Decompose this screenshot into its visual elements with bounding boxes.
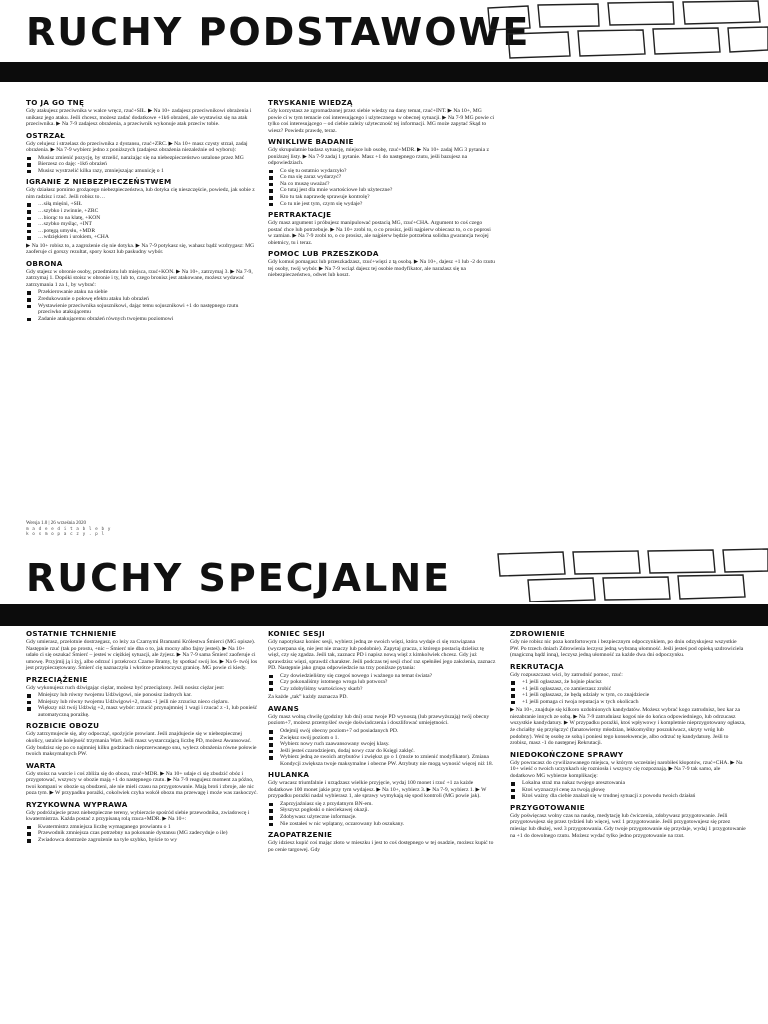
move-section — [26, 676, 258, 719]
move-heading: TO JA GO TNĘ — [26, 98, 85, 107]
move-text: Gdy komuś pomagasz lub przeszkadzasz, rzuć+więzi z tą osobą. ▶ Na 10+, dajesz +1 lub -2 do rzutu tej osoby, twój wybór. ▶ Na 7-9 wciąż dajesz tej osobie modyfikator, ale narażasz się na niebezpieczeństwo, odwet lub koszt. — [268, 259, 495, 279]
page1-right-column — [268, 97, 496, 283]
list-item: Na co muszę uważać? — [268, 181, 496, 188]
move-section — [510, 804, 746, 839]
move-section — [26, 722, 258, 757]
move-heading: NIEDOKOŃCZONE SPRAWY — [510, 749, 624, 759]
page1-footer-meta — [26, 521, 111, 538]
move-text: Gdy powracasz do cywilizowanego miejsca, w którym wcześniej narobiłeś kłopotów, rzuć+CHA. ▶ Na 10+ wieść o twoich uczynkach się rozniosła i wszyscy cię rozpoznają. ▶ Na 7-9 tak samo, ale dodatkowo MG wybierze komplikację: — [510, 759, 743, 779]
move-section — [268, 771, 496, 827]
move-section — [26, 801, 258, 844]
move-section — [26, 99, 258, 128]
move-heading: PRZECIĄŻENIE — [26, 674, 88, 684]
page2-title: RUCHY SPECJALNE — [26, 556, 452, 600]
move-options-list — [268, 801, 496, 827]
move-section — [510, 630, 746, 659]
list-item: Czy dowiedzieliśmy się czegoś nowego i ważnego na temat świata? — [268, 673, 496, 680]
list-item: …siłą mięśni, +SIŁ — [26, 201, 258, 208]
move-section — [26, 132, 258, 175]
move-heading: OSTATNIE TCHNIENIE — [26, 629, 117, 638]
move-heading: WARTA — [26, 760, 56, 770]
move-section — [268, 630, 496, 701]
brick-wall-illustration-2 — [468, 548, 768, 602]
version-label: Wersja 1.0 | 26 września 2020 — [26, 521, 87, 526]
move-text: Gdy masz wolną chwilę (godziny lub dni) oraz twoje PD wynoszą (lub przewyższają) twój obecny poziom+7, możesz przemyśleć swoje doświadczenia i doszlifować umiejętności. — [268, 713, 490, 727]
list-item: Zwiadowca dostrzeże zagrożenie na tyle szybko, byście to wy — [26, 837, 258, 844]
list-item: Jeśli jesteś czarodziejem, dodaj nowy czar do Księgi zaklęć. — [268, 748, 496, 755]
page1-header-bar — [0, 62, 768, 82]
list-item: Wystawienie przeciwnika sojusznikowi, dając temu sojusznikowi +1 do następnego rzutu przeciwko atakującemu — [26, 303, 258, 316]
credit-line-2: k o s m o p a c z y . p l — [26, 532, 105, 538]
list-item: Musisz wystrzelić kilka razy, zmniejszając amunicję o 1 — [26, 168, 258, 175]
list-item: …szybko i zwinnie, +ZRC — [26, 208, 258, 215]
move-text: Gdy korzystasz ze zgromadzonej przez siebie wiedzy na dany temat, rzuć+INT. ▶ Na 10+, MG powie ci w tym temacie coś interesującego i użytecznego w obecnej sytuacji. ▶ Na 7-9 MG powie ci tylko coś interesującego – od ciebie zależy użyteczność tej informacji. MG może zapytać Skąd to wiesz? Powiedz prawdę, teraz. — [268, 108, 495, 134]
list-item: Kto tu tak naprawdę sprawuje kontrolę? — [268, 194, 496, 201]
move-heading: TRYSKANIE WIEDZĄ — [268, 98, 353, 107]
list-item: Czy zdobyliśmy wartościowy skarb? — [268, 686, 496, 693]
page1-header — [0, 0, 768, 80]
move-heading: RYZYKOWNA WYPRAWA — [26, 799, 128, 809]
move-section — [26, 260, 258, 322]
move-heading: ROZBICIE OBOZU — [26, 721, 100, 731]
list-item: …potęgą umysłu, +MDR — [26, 228, 258, 235]
move-heading: PERTRAKTACJE — [268, 210, 332, 220]
page2-column-1 — [26, 628, 258, 848]
list-item: Przekierowanie ataku na siebie — [26, 289, 258, 296]
move-heading: WNIKLIWE BADANIE — [268, 137, 354, 147]
move-options-list — [510, 780, 746, 800]
list-item: Zaprzyjaźniasz się z przydatnym BN-em. — [268, 801, 496, 808]
page1-title: RUCHY PODSTAWOWE — [26, 10, 531, 54]
move-options-list — [26, 201, 258, 240]
list-item: Co tutaj jest dla mnie wartościowe lub użyteczne? — [268, 187, 496, 194]
list-item: Zadanie atakującemu obrażeń równych twojemu poziomowi — [26, 316, 258, 323]
move-section — [268, 831, 496, 853]
brick-wall-illustration — [468, 0, 768, 62]
list-item: Ktoś ważny dla ciebie znalazł się w trudnej sytuacji z powodu twoich działań — [510, 793, 746, 800]
move-heading: PRZYGOTOWANIE — [510, 802, 585, 812]
move-heading: OSTRZAŁ — [26, 130, 66, 140]
move-result-text: ▶ Na 10+, znajduje się kilkoro uzdolnionych kandydatów. Możesz wybrać kogo zatrudnisz, bez kar za niezabranie innych ze sobą. ▶ Na 7-9 zatrudniasz kogoś nie do końca odpowiedniego, lub odrzucasz wszystkie kandydatury. ▶ W przypadku porażki, ktoś wpływowy i kompletnie nieprzygotowany ogłasza, że chciałby się przyłączyć (fanatowierny młodzian, lekkomyślny poszukiwacz, skryty wróg lub podobny). Weź tę osobę ze sobą i poniesi tego konsekwencje, albo odrzuć tę kandydaturę. Jeśli to zrobisz, masz -1 do następnej Rekrutacji. — [510, 707, 746, 747]
move-text: Gdy skrupulatnie badasz sytuację, miejsce lub osobę, rzuć+MDR. ▶ Na 10+ zadaj MG 3 pytania z poniższej listy. ▶ Na 7-9 zadaj 1 pytanie. Masz +1 do następnego rzutu, jeśli bazujesz na odpowiedziach. — [268, 147, 489, 167]
list-item: +1 jeśli ogłaszasz, że hojnie płacisz — [510, 679, 746, 686]
move-text: Gdy wracasz triumfalnie i urządzasz wielkie przyjęcie, wydaj 100 monet i rzuć +1 za każde dodatkowe 100 monet jakie przy tym wydajesz. ▶ Na 10+, wybierz 3. ▶ Na 7-9, wybierz 1. ▶ W przypadku porażki nadal wybierasz 1, ale sprawy wymykają się spod kontroli (MG powie jak). — [268, 780, 487, 800]
list-item: Odejmij swój obecny poziom+7 od posiadanych PD. — [268, 728, 496, 735]
list-item: Słyszysz pogłoski o nieciekawej okazji. — [268, 807, 496, 814]
move-section — [268, 138, 496, 207]
move-options-list — [510, 679, 746, 705]
list-item: Wybierz nowy ruch zaawansowany swojej klasy. — [268, 741, 496, 748]
page2-header — [0, 548, 768, 628]
move-options-list — [26, 692, 258, 718]
move-options-list — [268, 673, 496, 693]
move-text: Gdy umierasz, przelotnie dostrzegasz, co leży za Czarnymi Bramami Królestwa Śmierci (MG opisze). Następnie rzuć (tak po prostu, +nic – Śmierć nie dba o to, jak mocny albo fajny jesteś). ▶ Na 10+ udało ci się oszukać Śmierć – jesteś w ciężkiej sytuacji, ale żyjesz. ▶ Na 7-9 sama Śmierć zaoferuje ci umowę. Przyjmij ją i żyj, albo odrzuć i przekrocz Czarne Bramy, by spotkać swój los. ▶ Na 6- twój los jest przypieczętowany. Śmierć cię naznaczyła i wkrótce przekroczysz granicę. MG powie ci kiedy. — [26, 639, 258, 672]
move-heading: KONIEC SESJI — [268, 629, 325, 638]
move-heading: ZAOPATRZENIE — [268, 830, 333, 840]
move-heading: POMOC LUB PRZESZKODA — [268, 249, 379, 259]
page2-column-3 — [510, 628, 746, 843]
list-item: Musisz zmienić pozycję, by strzelić, narażając się na niebezpieczeństwo ustalone przez MG — [26, 155, 258, 162]
move-heading: AWANS — [268, 703, 300, 713]
move-heading: ZDROWIENIE — [510, 629, 565, 638]
move-section — [268, 99, 496, 134]
move-text: Gdy stajesz w obronie osoby, przedmiotu lub miejsca, rzuć+KON. ▶ Na 10+, zatrzymaj 3. ▶ Na 7-9, zatrzymaj 1. Dopóki stoisz w obronie i ty, lub to, czego bronisz jest atakowane, możesz wydawać zatrzymania 1 za 1, by wybrać: — [26, 268, 253, 288]
move-options-list — [26, 155, 258, 175]
list-item: Wybierz jedną ze swoich atrybutów i zwiększ go o 1 (może to zmienić modyfikator). Zmiana Kondycji zwiększa twoje maksymalne i obecne PW. Atrybuty nie mogą wynosić więcej niż 18. — [268, 754, 496, 767]
list-item: Zwiększ swój poziom o 1. — [268, 735, 496, 742]
move-text: Gdy działasz pomimo grożącego niebezpieczeństwa, lub dotyka cię nieszczęście, powiedz, jak sobie z nim radzisz i rzuć. Jeśli robisz to… — [26, 187, 255, 200]
move-options-list — [268, 168, 496, 207]
move-text: Gdy zatrzymujecie się, aby odpocząć, spożyjcie prowiant. Jeśli znajdujecie się w niebezpiecznej okolicy, ustalcie kolejność trzymania Wart. Jeśli masz wystarczającą liczbę PD, możesz Awansować. Gdy budzisz się po co najmniej kilku godzinach nieprzerwanego snu, wylecz obrażenia równe połowie twoich maksymalnych PW. — [26, 731, 257, 758]
page2-column-2 — [268, 628, 496, 857]
list-item: Mniejszy lub równy twojemu Udźwigowi+2, masz -1 jeśli nie zrzucisz nieco ciężaru. — [26, 699, 258, 706]
list-item: …wdziękiem i urokiem, +CHA — [26, 234, 258, 241]
list-item: +1 jeśli pomaga ci twoja reputacja w tych okolicach — [510, 699, 746, 706]
move-section — [26, 630, 258, 672]
page2-header-bar — [0, 604, 768, 626]
list-item: Zdobywasz użyteczne informacje. — [268, 814, 496, 821]
move-text: Gdy atakujesz przeciwnika w walce wręcz, rzuć+SIŁ. ▶ Na 10+ zadajesz przeciwnikowi obrażenia i unikasz jego ataku. Jeśli chcesz, możesz zadać dodatkowe +1k6 obrażeń, ale wystawisz się na atak przeciwnika. ▶ Na 7-9 zadajesz obrażenia, a przeciwnik wykonuje atak przeciw tobie. — [26, 108, 252, 128]
move-section — [26, 762, 258, 797]
page1-left-column — [26, 97, 258, 326]
move-text: Gdy nie robisz nic poza komfortowym i bezpiecznym odpoczynkiem, po dniu odzyskujesz wszystkie PW. Po trzech dniach Zdrowienia leczysz jedną wybraną ułomność. Jeśli jesteś pod opieką uzdrowiciela (magiczną bądź inną), leczysz jedną ułomność za każde dwa dni odpoczynku. — [510, 639, 744, 659]
move-heading: HULANKA — [268, 770, 310, 780]
move-result-text: ▶ Na 10+ robisz to, a zagrożenie cię nie dotyka. ▶ Na 7-9 potykasz się, wahasz bądź wzdrygasz: MG zaoferuje ci gorszy rezultat, spory koszt lub paskudny wybór. — [26, 242, 255, 256]
move-section — [268, 211, 496, 246]
move-heading: REKRUTACJA — [510, 661, 564, 671]
list-item: Kwatermistrz zmniejsza liczbę wymaganego prowiantu o 1 — [26, 824, 258, 831]
list-item: Co się tu ostatnio wydarzyło? — [268, 168, 496, 175]
move-heading: OBRONA — [26, 258, 63, 268]
move-options-list — [268, 728, 496, 767]
list-item: +1 jeśli ogłaszasz, że będą udziały w tym, co znajdziecie — [510, 692, 746, 699]
move-heading: IGRANIE Z NIEBEZPIECZEŃSTWEM — [26, 177, 172, 187]
move-text: Gdy masz argument i próbujesz manipulować postacią MG, rzuć+CHA. Argument to coś czego postać chce lub potrzebuje. ▶ Na 10+ zrobi to, o co prosisz, jeśli najpierw obiecasz to, o co poprosi w zamian. ▶ Na 7-9 zrobi to, o co prosisz, ale najpierw będzie potrzebna solidna gwarancja twojej obietnicy, tu i teraz. — [268, 220, 491, 246]
move-text: Gdy rozpuszczasz wici, by zatrudnić pomoc, rzuć: — [510, 671, 623, 678]
list-item: Większy niż twój Udźwig +2, masz wybór: zrzucić przynajmniej 1 wagi i rzucać z -1, lub ponieść automatyczną porażkę. — [26, 705, 258, 718]
list-item: +1 jeśli ogłaszasz, co zamierzasz zrobić — [510, 686, 746, 693]
move-section — [268, 705, 496, 767]
move-section — [268, 250, 496, 279]
list-item: Zredukowanie o połowę efektu ataku lub obrażeń — [26, 296, 258, 303]
list-item: Czy pokonaliśmy istotnego wroga lub potwora? — [268, 679, 496, 686]
move-result-text: Za każde „tak” każdy zaznacza PD. — [268, 694, 348, 701]
list-item: Lokalna straż ma nakaz twojego aresztowania — [510, 780, 746, 787]
move-text: Gdy stoisz na warcie i coś zbliża się do obozu, rzuć+MDR. ▶ Na 10+ udaje ci się zbudzić obóz i przygotować, wszyscy w obozie mają +1 do następnego rzutu. ▶ Na 7-9 reagujesz moment za późno, twoi kompani w obozie są obudzeni, ale nie mieli czasu na przygotowanie. Mają broń i zbroje, ale nic poza tym. ▶ W przypadku porażki, cokolwiek czyha wokół obozu ma przewagę i może was zaskoczyć. — [26, 770, 258, 797]
credit-line-1: m a d e e d i t a b l e b y — [26, 526, 111, 532]
list-item: Bierzesz co daję: -1k6 obrażeń — [26, 161, 258, 168]
move-text: Gdy podróżujecie przez niebezpieczne tereny, wybierzcie spośród siebie przewodnika, zwiadowcę i kwatermistrza. Każda postać z przypisaną rolą rzuca+MDR. ▶ Na 10+: — [26, 809, 250, 823]
move-text: Gdy celujesz i strzelasz do przeciwnika z dystansu, rzuć+ZRC. ▶ Na 10+ masz czysty strzał, zadaj obrażenia. ▶ Na 7-9 wybierz jedno z poniższych (zadajesz obrażenia niezależnie od wyboru): — [26, 140, 248, 154]
list-item: Mniejszy lub równy twojemu Udźwigowi, nie ponosisz żadnych kar. — [26, 692, 258, 699]
list-item: Nie zostałeś w nic wplątany, oczarowany lub oszukany. — [268, 821, 496, 828]
list-item: Co tu nie jest tym, czym się wydaje? — [268, 201, 496, 208]
move-section — [510, 663, 746, 747]
move-text: Gdy idziesz kupić coś mając złoto w mieszku i jest to coś dostępnego w tej osadzie, możesz kupić to po cenie targowej. Gdy — [268, 840, 494, 853]
move-text: Gdy wykonujesz ruch dźwigając ciężar, możesz być przeciążony. Jeśli nosisz ciężar jest: — [26, 684, 225, 691]
list-item: Ktoś wyznaczył cenę za twoją głowę — [510, 787, 746, 794]
list-item: …szybko myśląc, +INT — [26, 221, 258, 228]
list-item: Przewodnik zmniejsza czas potrzebny na pokonanie dystansu (MG zadecyduje o ile) — [26, 830, 258, 837]
move-section — [26, 178, 258, 255]
move-section — [510, 751, 746, 800]
list-item: Co ma się zaraz wydarzyć? — [268, 174, 496, 181]
list-item: …biorąc to na klatę, +KON — [26, 215, 258, 222]
move-options-list — [26, 824, 258, 844]
move-text: Gdy poświęcasz wolny czas na naukę, medytację lub ćwiczenia, zdobywasz przygotowanie. Jeśli przygotowujesz się przez tydzień lub więcej, weź 1 przygotowanie. Jeśli przygotowujesz się przez miesiąc lub dłużej, weź 3 przygotowania. Gdy twoje przygotowanie się przydaje, wydaj 1 przygotowanie na +1 do dowolnego rzutu. Możesz wydać tylko jedno przygotowanie na rzut. — [510, 812, 746, 839]
move-options-list — [26, 289, 258, 322]
move-text: Gdy napotykasz koniec sesji, wybierz jedną ze swoich więzi, która wydaje ci się rozwiązana (wyczerpana się, nie jest nie znaczy lub podobnie). Zapytaj gracza, z którego postacią dzielisz tę więź, czy się zgadza. Jeśli tak, zaznacz PD i napisz nową więź z kimkolwiek chcesz. Gdy już sprawdzisz więzi, sprawdź charakter. Jeśli podczas tej sesji choć raz spełniłeś jego założenia, zaznacz PD. Następnie jako grupa odpowiedzcie na trzy poniższe pytania: — [268, 639, 496, 672]
